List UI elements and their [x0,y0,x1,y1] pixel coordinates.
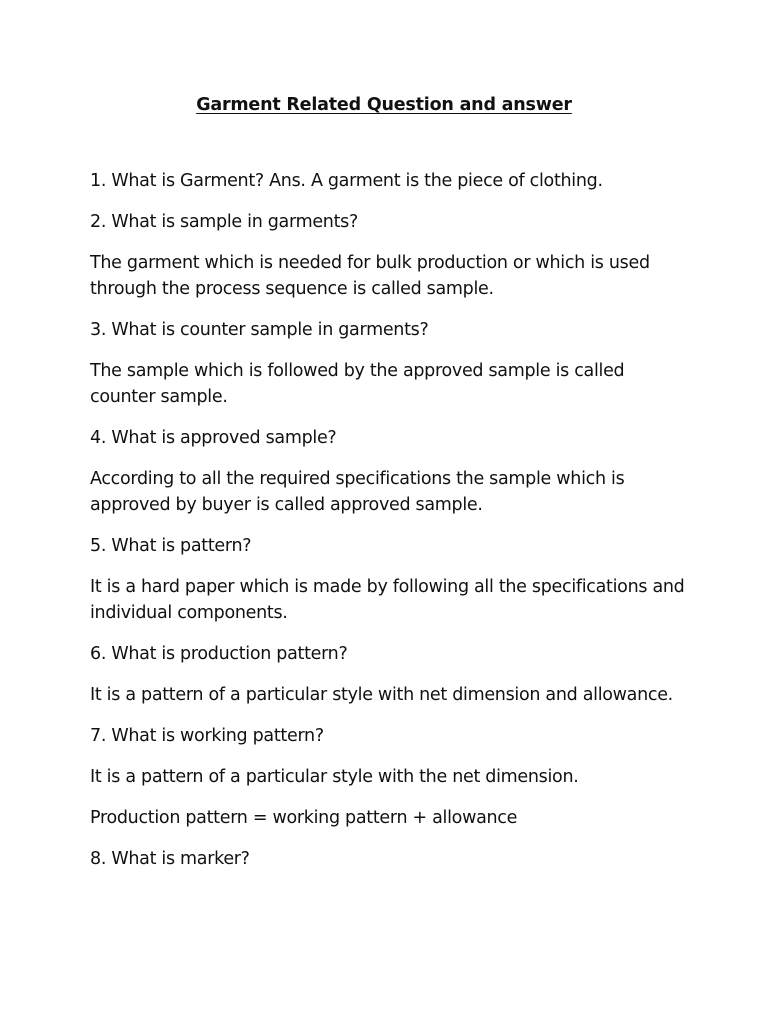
answer-6: It is a pattern of a particular style with net dimension and allowance. [90,685,673,705]
question-8: 8. What is marker? [90,849,250,869]
question-4: 4. What is approved sample? [90,428,337,448]
answer-7: It is a pattern of a particular style with the net dimension. [90,767,579,787]
answer-4: According to all the required specifications the sample which is approved by buyer is called approved sample. [90,469,625,515]
question-1-answer: 1. What is Garment? Ans. A garment is the piece of clothing. [90,171,603,191]
question-3: 3. What is counter sample in garments? [90,320,429,340]
answer-3: The sample which is followed by the approved sample is called counter sample. [90,361,625,407]
question-6: 6. What is production pattern? [90,644,348,664]
question-5: 5. What is pattern? [90,536,252,556]
question-7: 7. What is working pattern? [90,726,324,746]
answer-2: The garment which is needed for bulk production or which is used through the process sequence is called sample. [90,253,650,299]
document-body [90,168,690,887]
answer-5: It is a hard paper which is made by following all the specifications and individual components. [90,577,685,623]
document-title: Garment Related Question and answer [196,95,572,115]
question-2: 2. What is sample in garments? [90,212,358,232]
formula-line: Production pattern = working pattern + allowance [90,808,518,828]
